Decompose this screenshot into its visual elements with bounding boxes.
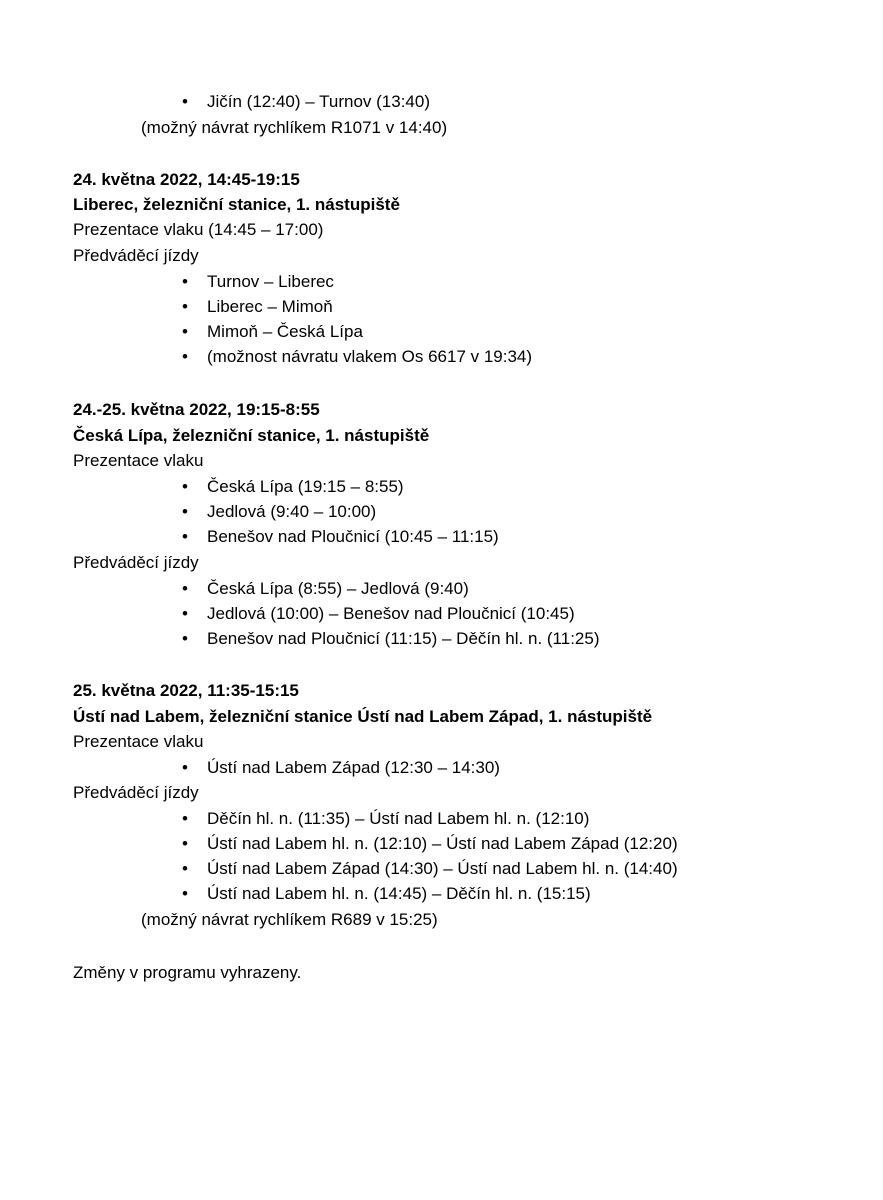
list-item-text: Liberec – Mimoň (207, 297, 333, 316)
disclaimer-text: Změny v programu vyhrazeny. (73, 963, 302, 982)
rides-label: Předváděcí jízdy (73, 553, 199, 572)
list-item-text: Děčín hl. n. (11:35) – Ústí nad Labem hl. n. (12:10) (207, 809, 590, 828)
list-item (182, 272, 334, 292)
list-item-text: Ústí nad Labem hl. n. (14:45) – Děčín hl. n. (15:15) (207, 884, 591, 903)
list-item (182, 758, 500, 778)
list-item-text: Turnov – Liberec (207, 272, 334, 291)
bullet: • (182, 604, 188, 623)
list-item (182, 92, 431, 112)
list-item-text: Jičín (12:40) – Turnov (13:40) (207, 92, 431, 111)
list-item (182, 477, 404, 497)
section-date: 24. května 2022, 14:45-19:15 (73, 170, 300, 189)
presentation-label: Prezentace vlaku (73, 451, 204, 470)
list-item-text: Benešov nad Ploučnicí (10:45 – 11:15) (207, 527, 499, 546)
bullet: • (182, 527, 188, 546)
rides-label: Předváděcí jízdy (73, 246, 199, 265)
bullet: • (182, 834, 188, 853)
bullet: • (182, 347, 188, 366)
list-item-text: Česká Lípa (19:15 – 8:55) (207, 477, 404, 496)
list-item (182, 834, 678, 854)
list-item-text: Jedlová (10:00) – Benešov nad Ploučnicí (10:45) (207, 604, 575, 623)
list-item (182, 809, 590, 829)
bullet: • (182, 477, 188, 496)
list-item (182, 629, 600, 649)
list-item (182, 859, 678, 879)
list-item-text: Jedlová (9:40 – 10:00) (207, 502, 377, 521)
list-item (182, 297, 333, 317)
presentation-text: Prezentace vlaku (14:45 – 17:00) (73, 220, 324, 239)
return-note: (možný návrat rychlíkem R689 v 15:25) (141, 910, 438, 929)
list-item-text: Mimoň – Česká Lípa (207, 322, 363, 341)
list-item (182, 604, 575, 624)
bullet: • (182, 629, 188, 648)
return-note: (možný návrat rychlíkem R1071 v 14:40) (141, 118, 448, 137)
list-item (182, 579, 469, 599)
bullet: • (182, 809, 188, 828)
section-date: 25. května 2022, 11:35-15:15 (73, 681, 299, 700)
bullet: • (182, 859, 188, 878)
list-item-text: Česká Lípa (8:55) – Jedlová (9:40) (207, 579, 469, 598)
section-date: 24.-25. května 2022, 19:15-8:55 (73, 400, 320, 419)
presentation-label: Prezentace vlaku (73, 732, 204, 751)
list-item (182, 322, 363, 342)
list-item-text: Benešov nad Ploučnicí (11:15) – Děčín hl. n. (11:25) (207, 629, 600, 648)
list-item (182, 347, 533, 367)
bullet: • (182, 884, 188, 903)
list-item (182, 502, 377, 522)
section-place: Česká Lípa, železniční stanice, 1. nástupiště (73, 426, 430, 445)
list-item (182, 527, 499, 547)
list-item-text: Ústí nad Labem hl. n. (12:10) – Ústí nad Labem Západ (12:20) (207, 834, 678, 853)
rides-label: Předváděcí jízdy (73, 783, 199, 802)
bullet: • (182, 92, 188, 111)
list-item-text: Ústí nad Labem Západ (14:30) – Ústí nad Labem hl. n. (14:40) (207, 859, 678, 878)
bullet: • (182, 758, 188, 777)
bullet: • (182, 322, 188, 341)
section-place: Ústí nad Labem, železniční stanice Ústí nad Labem Západ, 1. nástupiště (73, 707, 653, 726)
section-place: Liberec, železniční stanice, 1. nástupiště (73, 195, 400, 214)
bullet: • (182, 272, 188, 291)
list-item-text: (možnost návratu vlakem Os 6617 v 19:34) (207, 347, 533, 366)
bullet: • (182, 502, 188, 521)
bullet: • (182, 579, 188, 598)
list-item (182, 884, 591, 904)
bullet: • (182, 297, 188, 316)
list-item-text: Ústí nad Labem Západ (12:30 – 14:30) (207, 758, 500, 777)
